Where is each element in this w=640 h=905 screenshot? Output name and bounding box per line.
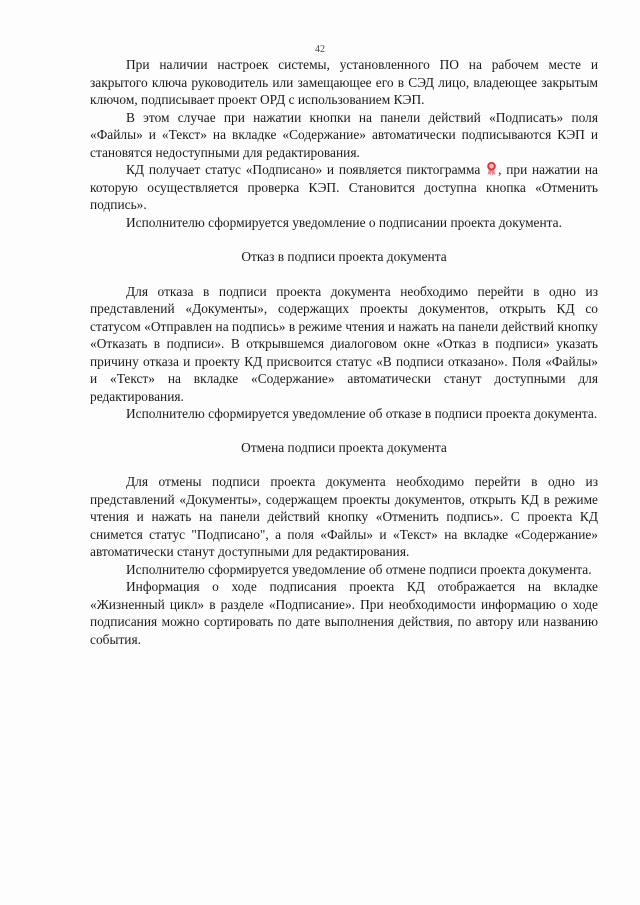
signed-status-text-cont: , при нажатии на которую осуществляется проверка КЭП. Становится доступна кнопка «Отменить подпись». — [90, 162, 599, 212]
page-content — [90, 56, 598, 648]
paragraph-refusal-procedure: Для отказа в подписи проекта документа необходимо перейти в одно из представлений «Документы», содержащих проекты документов, открыть КД со статусом «Отправлен на подпись» в режиме чтения и нажать на панели действий кнопку «Отказать в подписи». В открывшемся диалоговом окне «Отказ в подписи» указать причину отказа и проекту КД присвоится статус «В подписи отказано». Поля «Файлы» и «Текст» на вкладке «Содержание» автоматически станут доступными для редактирования. — [90, 283, 598, 404]
page-number: 42 — [315, 44, 325, 55]
paragraph-cancel-procedure: Для отмены подписи проекта документа необходимо перейти в одно из представлений «Документы», содержащем проекты документов, открыть КД в режиме чтения и нажать на панели действий кнопку «Отменить подпись». С проекта КД снимется статус "Подписано", а поля «Файлы» и «Текст» на вкладке «Содержание» автоматически станут доступными для редактирования. — [90, 474, 598, 559]
paragraph-signing-conditions: При наличии настроек системы, установленного ПО на рабочем месте и закрытого ключа руководитель или замещающее его в СЭД лицо, владеющее закрытым ключом, подписывает проект ОРД с использованием КЭП. — [90, 57, 598, 107]
paragraph-sign-button: В этом случае при нажатии кнопки на панели действий «Подписать» поля «Файлы» и «Текст» на вкладке «Содержание» автоматически подписываются КЭП и становятся недоступными для редактирования. — [90, 109, 598, 160]
paragraph-lifecycle-info: Информация о ходе подписания проекта КД отображается на вкладке «Жизненный цикл» в разделе «Подписание». При необходимости информацию о ходе подписания можно сортировать по дате выполнения действия, по автору или названию события. — [90, 579, 598, 647]
section-heading-cancel: Отмена подписи проекта документа — [241, 439, 447, 455]
section-heading-refusal: Отказ в подписи проекта документа — [241, 249, 447, 264]
paragraph-signed-status — [90, 161, 598, 214]
paragraph-refusal-notification: Исполнителю сформируется уведомление об отказе в подписи проекта документа. — [126, 406, 598, 421]
paragraph-sign-notification: Исполнителю сформируется уведомление о подписании проекта документа. — [126, 214, 562, 230]
signed-status-text: КД получает статус «Подписано» и появляется пиктограмма — [126, 162, 481, 177]
seal-ribbon-icon — [486, 161, 497, 176]
paragraph-cancel-notification: Исполнителю сформируется уведомление об отмене подписи проекта документа. — [126, 561, 592, 577]
